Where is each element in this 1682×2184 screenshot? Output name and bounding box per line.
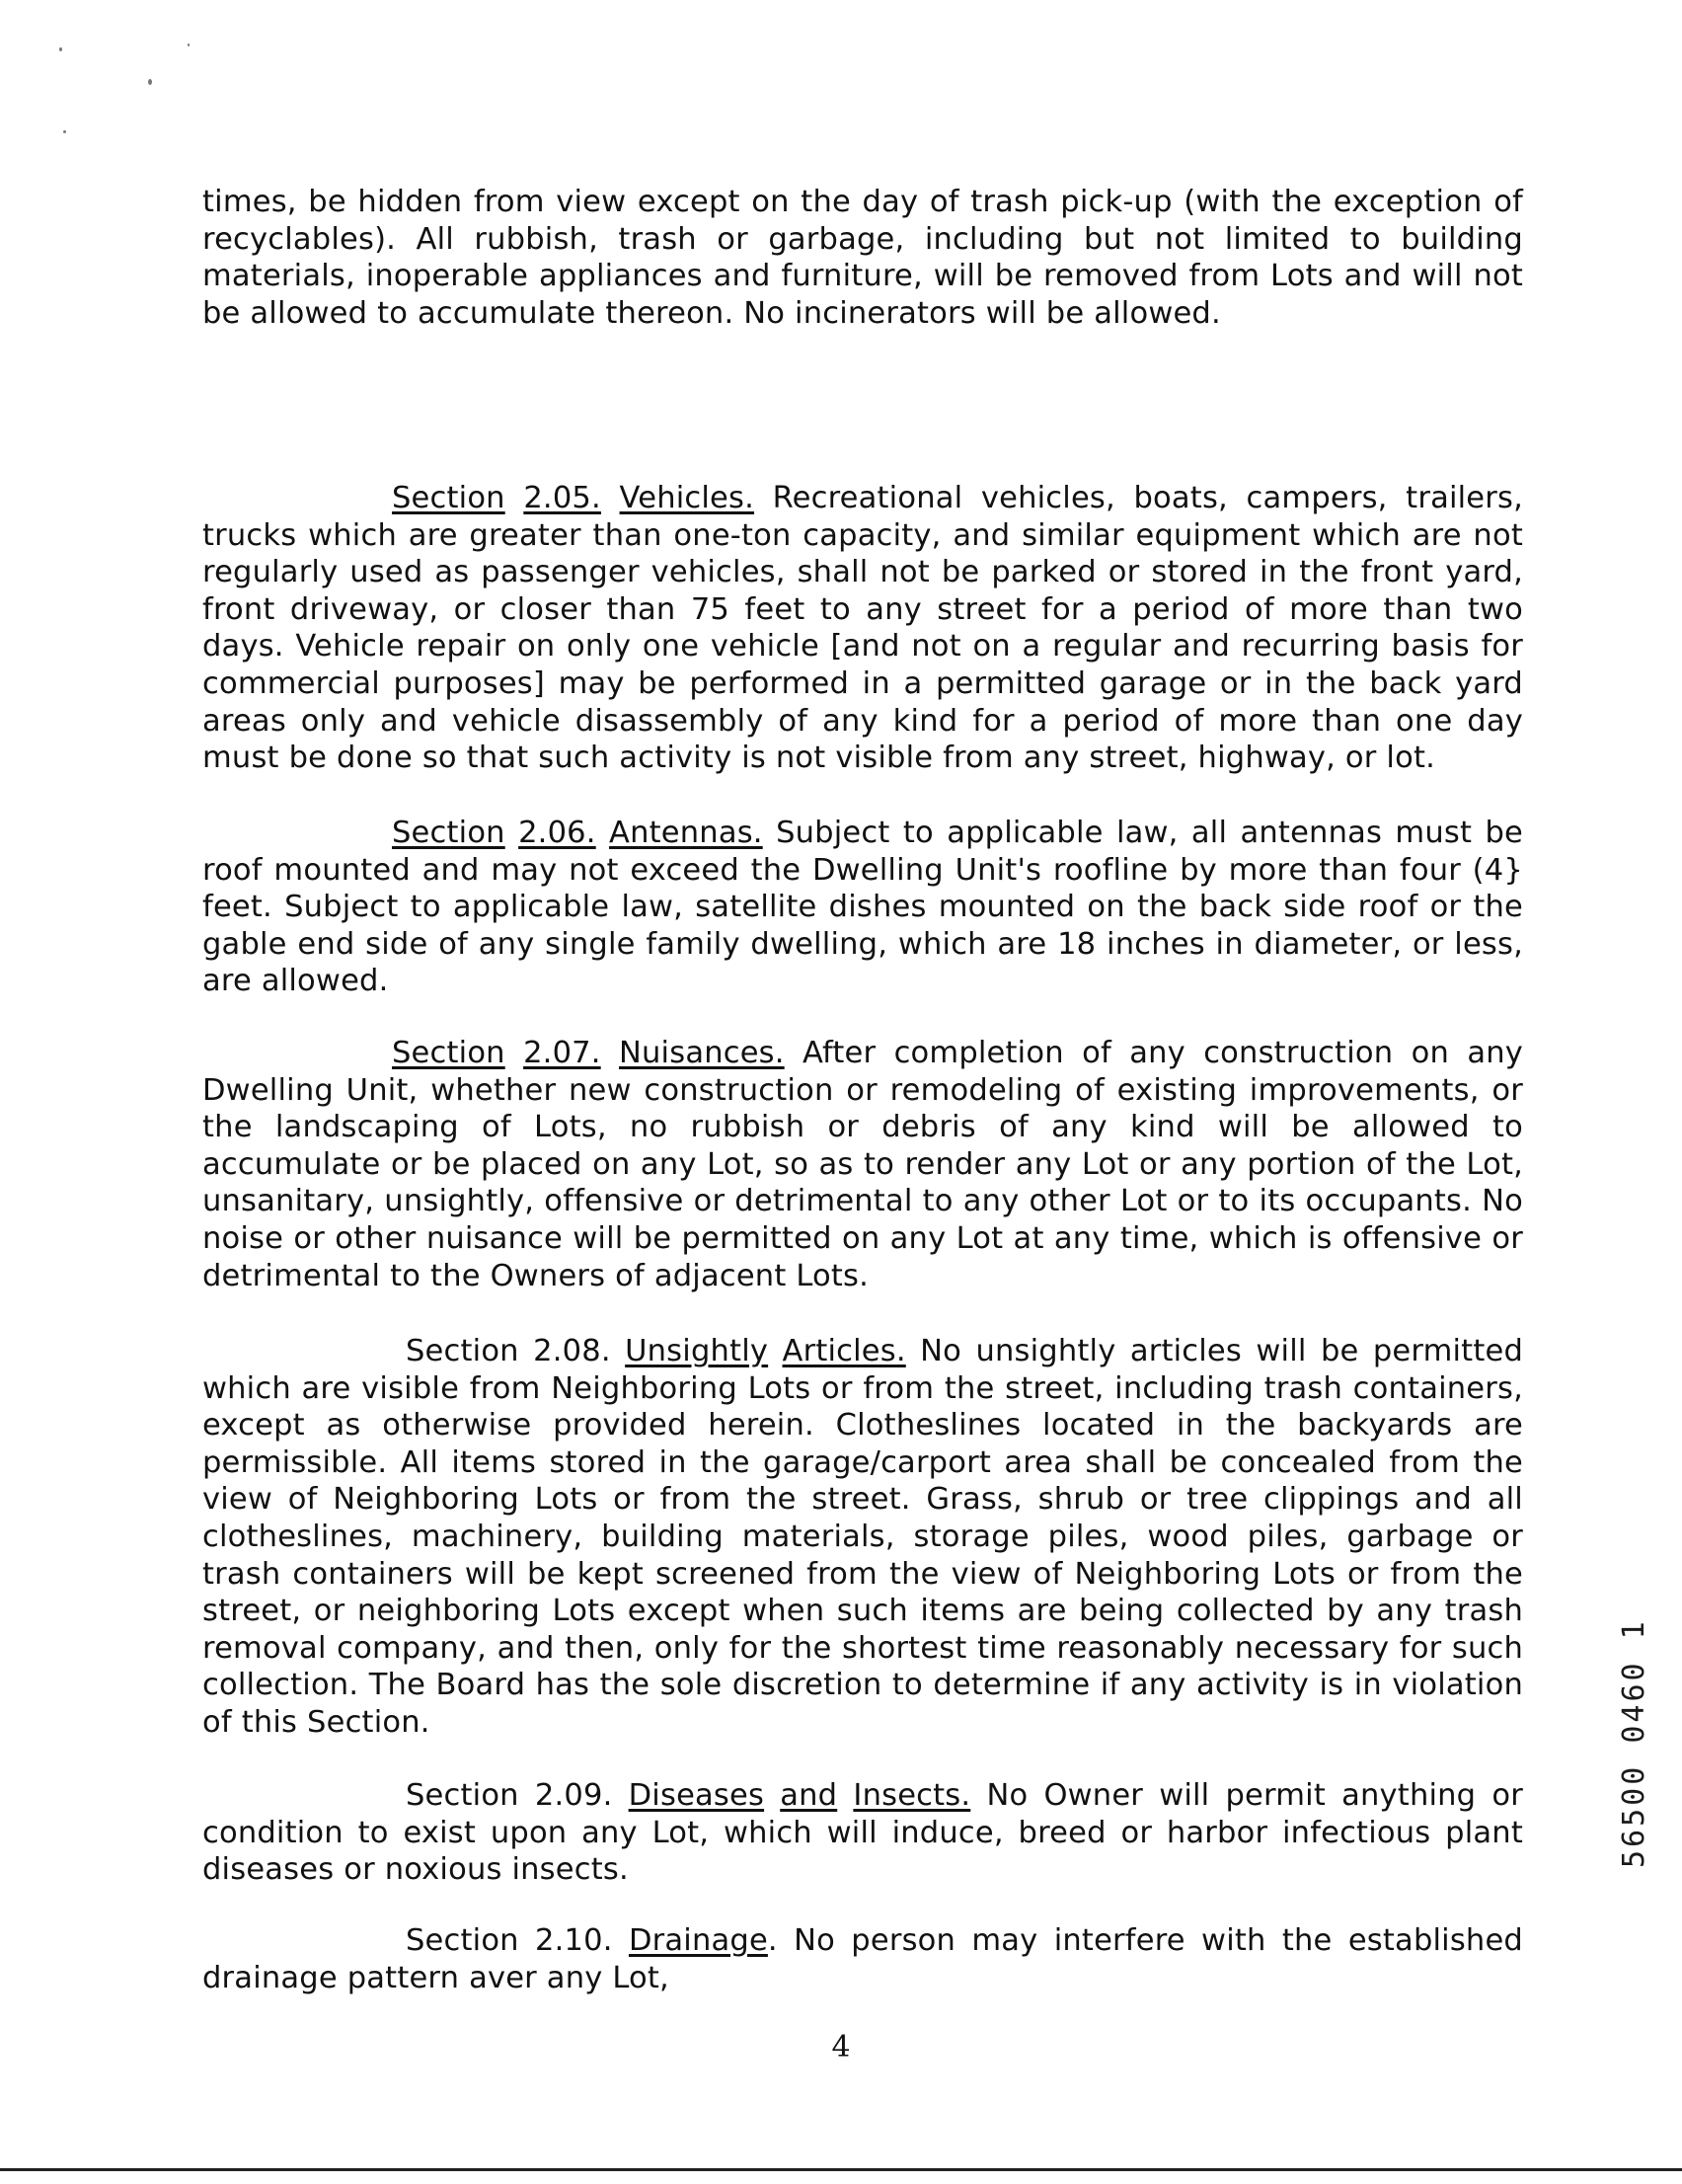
section-label: Section 2.10. bbox=[406, 1923, 613, 1958]
margin-document-id: 56500 0460 1 bbox=[1617, 1618, 1651, 1868]
section-title: Insects. bbox=[853, 1778, 971, 1813]
section-body: No unsightly articles will be permitted which are visible from Neighboring Lots or from the street, including trash containers, except as otherwise provided herein. Clotheslines located in the backyards are permissible. All items stored in the garage/carport area shall be concealed from the view of Neighboring Lots or from the street. Grass, shrub or tree clippings and all clotheslines, machinery, building materials, storage piles, wood piles, garbage or trash containers will be kept screened from the view of Neighboring Lots or from the street, or neighboring Lots except when such items are being collected by any trash removal company, and then, only for the shortest time reasonably necessary for such collection. The Board has the sole discretion to determine if any activity is in violation of this Section. bbox=[202, 1334, 1524, 1740]
section-2-08 bbox=[202, 1333, 1523, 1742]
section-body: After completion of any construction on any Dwelling Unit, whether new construction or remodeling of existing improvements, or the landscaping of Lots, no rubbish or debris of any kind will be allowed to accumulate or be placed on any Lot, so as to render any Lot or any portion of the Lot, unsanitary, unsightly, offensive or detrimental to any other Lot or to its occupants. No noise or other nuisance will be permitted on any Lot at any time, which is offensive or detrimental to the Owners of adjacent Lots. bbox=[202, 1036, 1523, 1293]
section-body: Recreational vehicles, boats, campers, trailers, trucks which are greater than one-ton capacity, and similar equipment which are not regularly used as passenger vehicles, shall not be parked or stored in the front yard, front driveway, or closer than 75 feet to any street for a period of more than two days. Vehicle repair on only one vehicle [and not on a regular and recurring basis for commercial purposes] may be performed in a permitted garage or in the back yard areas only and vehicle disassembly of any kind for a period of more than one day must be done so that such activity is not visible from any street, highway, or lot. bbox=[202, 481, 1523, 776]
section-body: No Owner will permit anything or condition to exist upon any Lot, which will induce, breed or harbor infectious plant diseases or noxious insects. bbox=[202, 1778, 1523, 1888]
section-word: Section bbox=[392, 481, 505, 515]
section-title: Nuisances. bbox=[619, 1036, 785, 1070]
scan-speck bbox=[63, 130, 66, 133]
section-number: 2.05. bbox=[523, 481, 601, 515]
section-number: 2.06. bbox=[518, 816, 596, 850]
section-2-05 bbox=[202, 480, 1523, 777]
section-title: Drainage bbox=[628, 1923, 768, 1958]
page-number: 4 bbox=[831, 2030, 851, 2065]
scan-speck bbox=[148, 79, 152, 85]
section-label: Section 2.09. bbox=[406, 1778, 613, 1813]
section-number: 2.07. bbox=[523, 1036, 601, 1070]
section-word: Section bbox=[392, 816, 505, 850]
scan-speck bbox=[188, 43, 190, 46]
section-2-10 bbox=[202, 1922, 1523, 1996]
section-2-06 bbox=[202, 815, 1523, 1000]
section-title: Antennas. bbox=[609, 816, 763, 850]
section-2-09 bbox=[202, 1777, 1523, 1889]
section-title: Diseases bbox=[628, 1778, 765, 1813]
paragraph-text: times, be hidden from view except on the day of trash pick-up (with the exception of recyclables). All rubbish, trash or garbage, including but not limited to building materials, inoperable appliances and furniture, will be removed from Lots and will not be allowed to accumulate thereon. No incinerators will be allowed. bbox=[202, 185, 1523, 331]
section-title: and bbox=[780, 1778, 838, 1813]
section-body: . No person may interfere with the established drainage pattern aver any Lot, bbox=[202, 1923, 1523, 1995]
section-label: Section 2.08. bbox=[406, 1334, 611, 1368]
section-body: Subject to applicable law, all antennas must be roof mounted and may not exceed the Dwelling Unit's roofline by more than four (4} feet. Subject to applicable law, satellite dishes mounted on the back side roof or the gable end side of any single family dwelling, which are 18 inches in diameter, or less, are allowed. bbox=[202, 816, 1523, 999]
section-title: Unsightly bbox=[625, 1334, 769, 1368]
section-title: Vehicles. bbox=[619, 481, 755, 515]
paragraph-continuation bbox=[202, 184, 1523, 332]
section-title: Articles. bbox=[782, 1334, 906, 1368]
scan-bottom-edge bbox=[0, 2168, 1682, 2171]
section-word: Section bbox=[392, 1036, 505, 1070]
scan-speck bbox=[59, 47, 62, 51]
section-2-07 bbox=[202, 1035, 1523, 1294]
